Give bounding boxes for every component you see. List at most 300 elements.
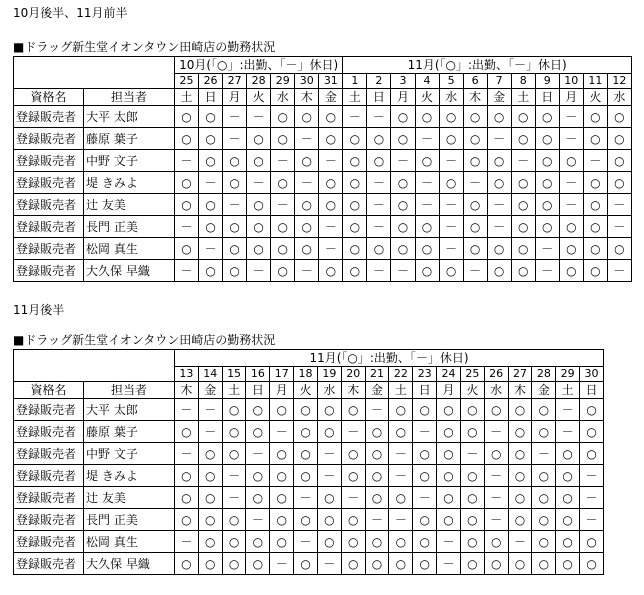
work-mark-cell: ○ <box>413 465 437 487</box>
qualification-cell: 登録販売者 <box>14 531 84 553</box>
work-mark-cell: ○ <box>532 465 556 487</box>
work-mark-cell: ○ <box>223 238 247 260</box>
weekday-cell: 水 <box>439 89 463 106</box>
date-cell: 30 <box>295 74 319 89</box>
weekday-row <box>14 89 632 106</box>
work-mark-cell: ○ <box>391 194 415 216</box>
staff-name-cell: 辻 友美 <box>84 487 175 509</box>
work-mark-cell: ○ <box>532 399 556 421</box>
weekday-cell: 土 <box>175 89 199 106</box>
off-mark-cell: － <box>365 399 389 421</box>
work-mark-cell: ○ <box>223 216 247 238</box>
off-mark-cell: － <box>247 260 271 282</box>
work-mark-cell: ○ <box>583 194 607 216</box>
off-mark-cell: － <box>175 216 199 238</box>
off-mark-cell: － <box>580 487 604 509</box>
off-mark-cell: － <box>532 443 556 465</box>
off-mark-cell: － <box>484 421 508 443</box>
work-mark-cell: ○ <box>460 421 484 443</box>
qualification-cell: 登録販売者 <box>14 443 84 465</box>
off-mark-cell: － <box>343 106 367 128</box>
work-mark-cell: ○ <box>559 238 583 260</box>
off-mark-cell: － <box>484 465 508 487</box>
qualification-column-header: 資格名 <box>14 89 84 106</box>
off-mark-cell: － <box>295 260 319 282</box>
work-mark-cell: ○ <box>270 509 294 531</box>
off-mark-cell: － <box>175 443 199 465</box>
date-cell: 12 <box>607 74 631 89</box>
work-mark-cell: ○ <box>484 531 508 553</box>
staff-name-cell: 中野 文子 <box>84 150 175 172</box>
work-mark-cell: ○ <box>391 128 415 150</box>
work-mark-cell: ○ <box>391 216 415 238</box>
work-mark-cell: ○ <box>437 509 461 531</box>
work-mark-cell: ○ <box>175 553 199 575</box>
work-mark-cell: ○ <box>583 128 607 150</box>
work-mark-cell: ○ <box>246 531 270 553</box>
weekday-cell: 木 <box>175 382 199 399</box>
work-mark-cell: ○ <box>437 399 461 421</box>
work-mark-cell: ○ <box>532 509 556 531</box>
work-mark-cell: ○ <box>317 531 341 553</box>
off-mark-cell: － <box>607 194 631 216</box>
work-mark-cell: ○ <box>580 553 604 575</box>
work-mark-cell: ○ <box>175 487 199 509</box>
date-cell: 5 <box>439 74 463 89</box>
off-mark-cell: － <box>415 128 439 150</box>
work-mark-cell: ○ <box>199 194 223 216</box>
work-mark-cell: ○ <box>487 238 511 260</box>
work-mark-cell: ○ <box>508 465 532 487</box>
work-mark-cell: ○ <box>532 487 556 509</box>
off-mark-cell: － <box>487 194 511 216</box>
work-mark-cell: ○ <box>223 172 247 194</box>
work-mark-cell: ○ <box>413 553 437 575</box>
weekday-cell: 火 <box>583 89 607 106</box>
weekday-cell: 火 <box>460 382 484 399</box>
staff-name-cell: 大久保 早織 <box>84 553 175 575</box>
off-mark-cell: － <box>580 509 604 531</box>
date-cell: 16 <box>246 367 270 382</box>
staff-name-cell: 堤 きみよ <box>84 465 175 487</box>
work-mark-cell: ○ <box>198 443 222 465</box>
table-row <box>14 465 604 487</box>
work-mark-cell: ○ <box>247 194 271 216</box>
work-mark-cell: ○ <box>535 216 559 238</box>
table-row <box>14 421 604 443</box>
off-mark-cell: － <box>175 399 199 421</box>
work-mark-cell: ○ <box>389 421 413 443</box>
off-mark-cell: － <box>580 465 604 487</box>
work-mark-cell: ○ <box>460 509 484 531</box>
qualification-cell: 登録販売者 <box>14 106 84 128</box>
date-cell: 28 <box>532 367 556 382</box>
weekday-cell: 土 <box>556 382 580 399</box>
staff-name-cell: 長門 正美 <box>84 216 175 238</box>
off-mark-cell: － <box>367 106 391 128</box>
work-mark-cell: ○ <box>199 106 223 128</box>
work-mark-cell: ○ <box>460 487 484 509</box>
work-mark-cell: ○ <box>271 216 295 238</box>
work-mark-cell: ○ <box>343 128 367 150</box>
staff-name-cell: 藤原 葉子 <box>84 128 175 150</box>
off-mark-cell: － <box>294 531 318 553</box>
date-cell: 21 <box>365 367 389 382</box>
date-cell: 1 <box>343 74 367 89</box>
off-mark-cell: － <box>317 443 341 465</box>
work-mark-cell: ○ <box>175 465 199 487</box>
work-mark-cell: ○ <box>391 238 415 260</box>
qualification-cell: 登録販売者 <box>14 260 84 282</box>
off-mark-cell: － <box>223 128 247 150</box>
work-mark-cell: ○ <box>535 106 559 128</box>
off-mark-cell: － <box>389 465 413 487</box>
work-mark-cell: ○ <box>439 260 463 282</box>
work-mark-cell: ○ <box>270 487 294 509</box>
off-mark-cell: － <box>367 194 391 216</box>
work-mark-cell: ○ <box>365 487 389 509</box>
off-mark-cell: － <box>223 194 247 216</box>
work-mark-cell: ○ <box>270 399 294 421</box>
work-mark-cell: ○ <box>295 106 319 128</box>
off-mark-cell: － <box>317 465 341 487</box>
weekday-cell: 金 <box>319 89 343 106</box>
date-cell: 19 <box>317 367 341 382</box>
work-mark-cell: ○ <box>270 531 294 553</box>
off-mark-cell: － <box>559 194 583 216</box>
off-mark-cell: － <box>508 531 532 553</box>
work-mark-cell: ○ <box>413 443 437 465</box>
work-mark-cell: ○ <box>535 172 559 194</box>
staff-name-cell: 大久保 早織 <box>84 260 175 282</box>
work-mark-cell: ○ <box>437 443 461 465</box>
table-row <box>14 509 604 531</box>
weekday-cell: 日 <box>246 382 270 399</box>
off-mark-cell: － <box>271 194 295 216</box>
weekday-cell: 日 <box>413 382 437 399</box>
work-mark-cell: ○ <box>559 260 583 282</box>
off-mark-cell: － <box>223 106 247 128</box>
staff-name-cell: 大平 太郎 <box>84 106 175 128</box>
work-mark-cell: ○ <box>487 150 511 172</box>
work-mark-cell: ○ <box>487 106 511 128</box>
work-mark-cell: ○ <box>484 399 508 421</box>
date-cell: 25 <box>460 367 484 382</box>
work-mark-cell: ○ <box>487 172 511 194</box>
date-cell: 28 <box>247 74 271 89</box>
work-mark-cell: ○ <box>294 465 318 487</box>
off-mark-cell: － <box>367 216 391 238</box>
work-mark-cell: ○ <box>413 399 437 421</box>
work-mark-cell: ○ <box>583 106 607 128</box>
section-heading: 11月後半 <box>13 303 65 317</box>
off-mark-cell: － <box>607 216 631 238</box>
work-mark-cell: ○ <box>484 553 508 575</box>
table-row <box>14 238 632 260</box>
off-mark-cell: － <box>437 531 461 553</box>
work-mark-cell: ○ <box>460 399 484 421</box>
work-mark-cell: ○ <box>294 421 318 443</box>
weekday-cell: 月 <box>270 382 294 399</box>
off-mark-cell: － <box>199 238 223 260</box>
work-mark-cell: ○ <box>198 531 222 553</box>
off-mark-cell: － <box>484 487 508 509</box>
qualification-cell: 登録販売者 <box>14 172 84 194</box>
work-mark-cell: ○ <box>246 553 270 575</box>
off-mark-cell: － <box>175 531 199 553</box>
work-mark-cell: ○ <box>271 172 295 194</box>
work-mark-cell: ○ <box>556 509 580 531</box>
weekday-cell: 水 <box>484 382 508 399</box>
off-mark-cell: － <box>413 487 437 509</box>
table-row <box>14 172 632 194</box>
header-blank <box>14 350 175 382</box>
staff-name-cell: 大平 太郎 <box>84 399 175 421</box>
work-mark-cell: ○ <box>559 150 583 172</box>
date-cell: 20 <box>341 367 365 382</box>
off-mark-cell: － <box>247 172 271 194</box>
off-mark-cell: － <box>556 421 580 443</box>
weekday-cell: 水 <box>607 89 631 106</box>
off-mark-cell: － <box>460 443 484 465</box>
work-mark-cell: ○ <box>341 443 365 465</box>
work-mark-cell: ○ <box>556 443 580 465</box>
work-mark-cell: ○ <box>175 509 199 531</box>
table-row <box>14 194 632 216</box>
off-mark-cell: － <box>365 509 389 531</box>
weekday-cell: 月 <box>391 89 415 106</box>
weekday-cell: 月 <box>437 382 461 399</box>
staff-name-cell: 中野 文子 <box>84 443 175 465</box>
work-mark-cell: ○ <box>508 421 532 443</box>
work-mark-cell: ○ <box>511 216 535 238</box>
off-mark-cell: － <box>367 260 391 282</box>
work-mark-cell: ○ <box>295 238 319 260</box>
work-mark-cell: ○ <box>415 150 439 172</box>
work-mark-cell: ○ <box>437 421 461 443</box>
work-mark-cell: ○ <box>319 172 343 194</box>
off-mark-cell: － <box>535 238 559 260</box>
month-header-row <box>14 350 604 367</box>
work-mark-cell: ○ <box>389 531 413 553</box>
date-cell: 2 <box>367 74 391 89</box>
work-mark-cell: ○ <box>341 509 365 531</box>
weekday-cell: 木 <box>508 382 532 399</box>
work-mark-cell: ○ <box>413 531 437 553</box>
work-mark-cell: ○ <box>198 553 222 575</box>
qualification-cell: 登録販売者 <box>14 399 84 421</box>
off-mark-cell: － <box>295 128 319 150</box>
qualification-cell: 登録販売者 <box>14 238 84 260</box>
work-mark-cell: ○ <box>437 487 461 509</box>
work-mark-cell: ○ <box>580 399 604 421</box>
weekday-cell: 月 <box>223 89 247 106</box>
work-mark-cell: ○ <box>487 260 511 282</box>
weekday-cell: 金 <box>487 89 511 106</box>
work-mark-cell: ○ <box>413 509 437 531</box>
weekday-cell: 木 <box>463 89 487 106</box>
work-mark-cell: ○ <box>222 509 246 531</box>
schedule-table <box>13 56 632 282</box>
work-mark-cell: ○ <box>343 150 367 172</box>
date-cell: 14 <box>198 367 222 382</box>
work-mark-cell: ○ <box>389 487 413 509</box>
off-mark-cell: － <box>391 260 415 282</box>
off-mark-cell: － <box>391 150 415 172</box>
work-mark-cell: ○ <box>556 553 580 575</box>
date-cell: 10 <box>559 74 583 89</box>
date-cell: 22 <box>389 367 413 382</box>
date-cell: 27 <box>508 367 532 382</box>
off-mark-cell: － <box>341 421 365 443</box>
work-mark-cell: ○ <box>391 106 415 128</box>
qualification-cell: 登録販売者 <box>14 194 84 216</box>
work-mark-cell: ○ <box>511 238 535 260</box>
work-mark-cell: ○ <box>439 106 463 128</box>
work-mark-cell: ○ <box>535 128 559 150</box>
off-mark-cell: － <box>317 553 341 575</box>
work-mark-cell: ○ <box>607 172 631 194</box>
work-mark-cell: ○ <box>319 260 343 282</box>
work-mark-cell: ○ <box>439 128 463 150</box>
off-mark-cell: － <box>270 553 294 575</box>
date-cell: 23 <box>413 367 437 382</box>
work-mark-cell: ○ <box>246 487 270 509</box>
qualification-cell: 登録販売者 <box>14 150 84 172</box>
work-mark-cell: ○ <box>222 531 246 553</box>
weekday-cell: 金 <box>532 382 556 399</box>
work-mark-cell: ○ <box>415 216 439 238</box>
work-mark-cell: ○ <box>247 216 271 238</box>
work-mark-cell: ○ <box>415 238 439 260</box>
weekday-row <box>14 382 604 399</box>
off-mark-cell: － <box>463 260 487 282</box>
off-mark-cell: － <box>415 194 439 216</box>
work-mark-cell: ○ <box>460 465 484 487</box>
table-row <box>14 128 632 150</box>
work-mark-cell: ○ <box>317 487 341 509</box>
work-mark-cell: ○ <box>294 399 318 421</box>
weekday-cell: 日 <box>199 89 223 106</box>
work-mark-cell: ○ <box>583 172 607 194</box>
work-mark-cell: ○ <box>341 553 365 575</box>
work-mark-cell: ○ <box>508 553 532 575</box>
off-mark-cell: － <box>559 106 583 128</box>
weekday-cell: 金 <box>365 382 389 399</box>
work-mark-cell: ○ <box>317 421 341 443</box>
work-mark-cell: ○ <box>556 531 580 553</box>
weekday-cell: 土 <box>389 382 413 399</box>
table-row <box>14 216 632 238</box>
work-mark-cell: ○ <box>294 553 318 575</box>
work-mark-cell: ○ <box>246 465 270 487</box>
weekday-cell: 火 <box>294 382 318 399</box>
weekday-cell: 火 <box>415 89 439 106</box>
work-mark-cell: ○ <box>367 238 391 260</box>
off-mark-cell: － <box>437 553 461 575</box>
work-mark-cell: ○ <box>175 238 199 260</box>
work-mark-cell: ○ <box>463 216 487 238</box>
off-mark-cell: － <box>222 487 246 509</box>
work-mark-cell: ○ <box>463 128 487 150</box>
work-mark-cell: ○ <box>511 172 535 194</box>
staff-name-cell: 松岡 真生 <box>84 531 175 553</box>
work-mark-cell: ○ <box>295 194 319 216</box>
staff-name-cell: 辻 友美 <box>84 194 175 216</box>
work-mark-cell: ○ <box>532 531 556 553</box>
off-mark-cell: － <box>439 150 463 172</box>
staff-column-header: 担当者 <box>84 382 175 399</box>
work-mark-cell: ○ <box>175 172 199 194</box>
work-mark-cell: ○ <box>607 106 631 128</box>
work-mark-cell: ○ <box>222 443 246 465</box>
off-mark-cell: － <box>198 399 222 421</box>
weekday-cell: 水 <box>271 89 295 106</box>
staff-name-cell: 松岡 真生 <box>84 238 175 260</box>
table-row <box>14 531 604 553</box>
work-mark-cell: ○ <box>532 553 556 575</box>
table-title: ■ドラッグ新生堂イオンタウン田崎店の勤務状況 <box>13 40 276 54</box>
work-mark-cell: ○ <box>508 509 532 531</box>
work-mark-cell: ○ <box>222 399 246 421</box>
work-mark-cell: ○ <box>532 421 556 443</box>
work-mark-cell: ○ <box>580 531 604 553</box>
work-mark-cell: ○ <box>559 216 583 238</box>
date-cell: 26 <box>199 74 223 89</box>
work-mark-cell: ○ <box>198 509 222 531</box>
table-row <box>14 443 604 465</box>
date-cell: 4 <box>415 74 439 89</box>
work-mark-cell: ○ <box>294 509 318 531</box>
qualification-cell: 登録販売者 <box>14 216 84 238</box>
off-mark-cell: － <box>559 172 583 194</box>
work-mark-cell: ○ <box>463 194 487 216</box>
work-mark-cell: ○ <box>583 216 607 238</box>
weekday-cell: 日 <box>535 89 559 106</box>
work-mark-cell: ○ <box>175 194 199 216</box>
work-mark-cell: ○ <box>365 553 389 575</box>
weekday-cell: 月 <box>559 89 583 106</box>
work-mark-cell: ○ <box>580 421 604 443</box>
work-mark-cell: ○ <box>343 172 367 194</box>
off-mark-cell: － <box>413 421 437 443</box>
work-mark-cell: ○ <box>583 260 607 282</box>
work-mark-cell: ○ <box>389 399 413 421</box>
work-mark-cell: ○ <box>341 531 365 553</box>
work-mark-cell: ○ <box>508 443 532 465</box>
work-mark-cell: ○ <box>270 465 294 487</box>
work-mark-cell: ○ <box>511 194 535 216</box>
work-mark-cell: ○ <box>271 260 295 282</box>
work-mark-cell: ○ <box>535 150 559 172</box>
qualification-cell: 登録販売者 <box>14 128 84 150</box>
off-mark-cell: － <box>439 194 463 216</box>
table-row <box>14 487 604 509</box>
work-mark-cell: ○ <box>607 150 631 172</box>
date-cell: 29 <box>271 74 295 89</box>
work-mark-cell: ○ <box>556 487 580 509</box>
work-mark-cell: ○ <box>295 150 319 172</box>
off-mark-cell: － <box>271 150 295 172</box>
work-mark-cell: ○ <box>175 128 199 150</box>
work-mark-cell: ○ <box>175 106 199 128</box>
off-mark-cell: － <box>439 238 463 260</box>
work-mark-cell: ○ <box>439 172 463 194</box>
date-cell: 8 <box>511 74 535 89</box>
staff-column-header: 担当者 <box>84 89 175 106</box>
date-cell: 3 <box>391 74 415 89</box>
off-mark-cell: － <box>389 443 413 465</box>
